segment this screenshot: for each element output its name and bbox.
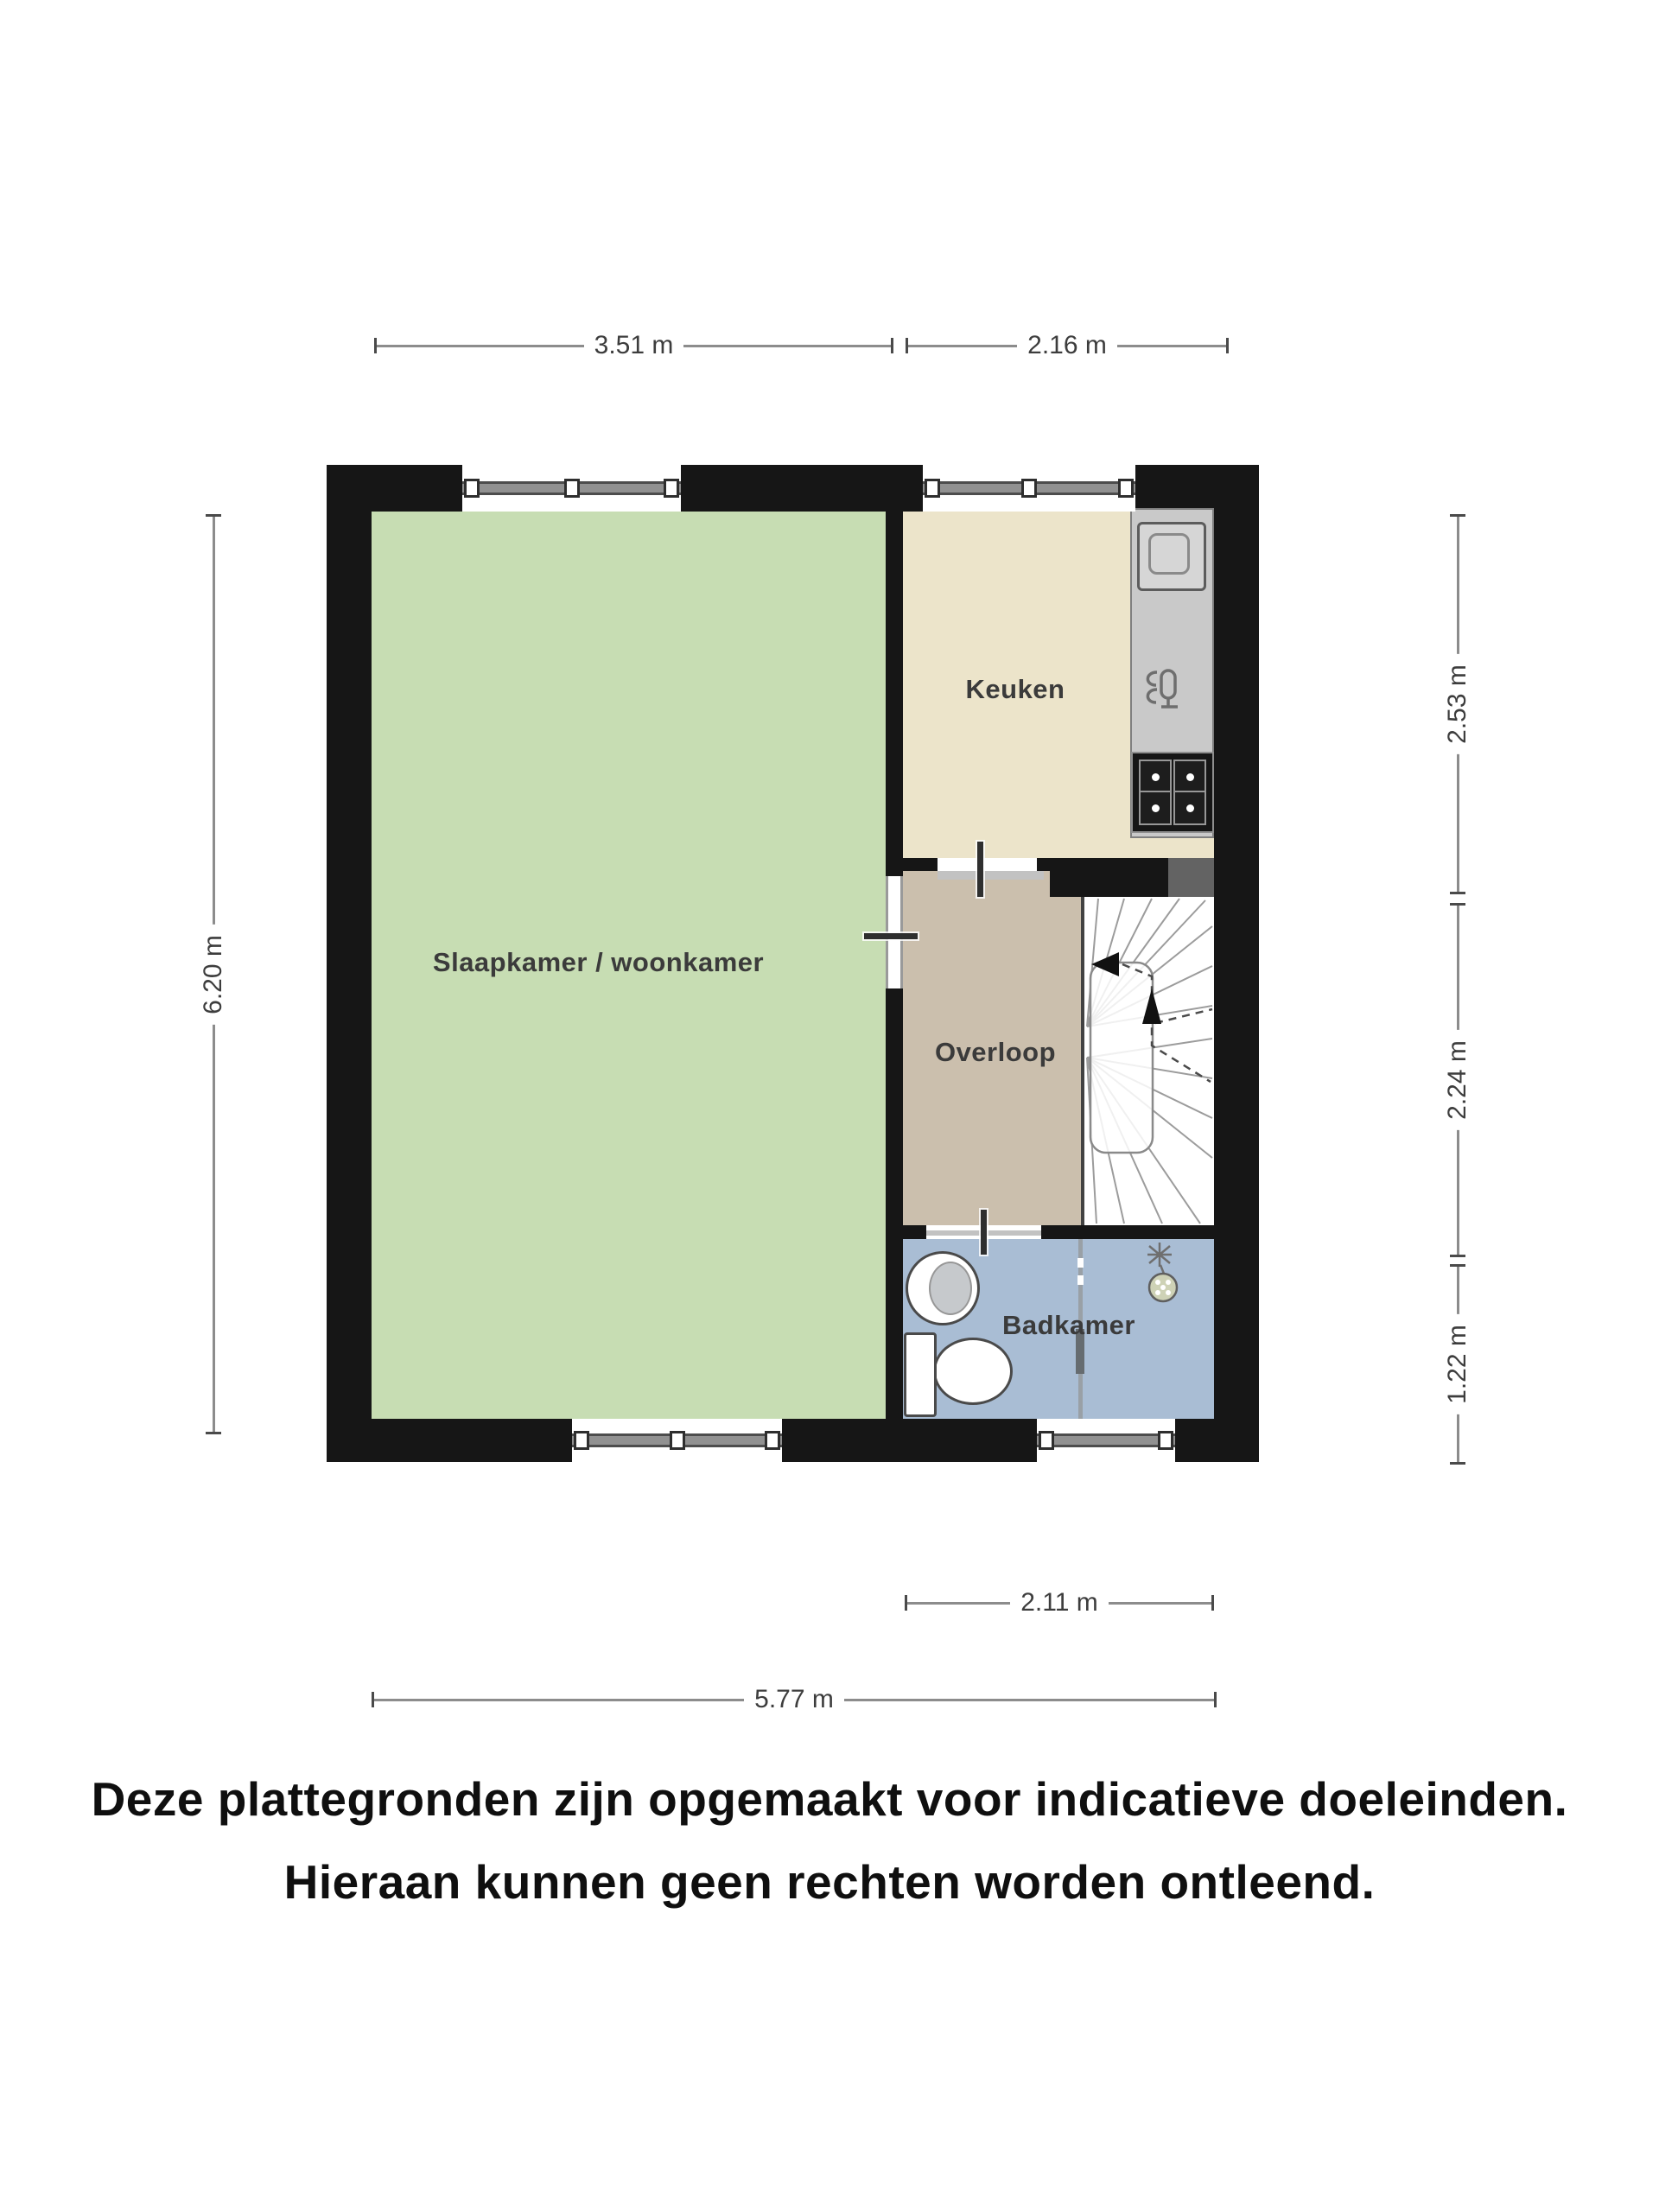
burner (1173, 760, 1206, 794)
room-label-bathroom: Badkamer (1002, 1310, 1135, 1340)
window-top-kitchen (923, 465, 1135, 512)
disclaimer-text (0, 1758, 1659, 1923)
window-glass (1037, 1433, 1175, 1447)
faucet-icon (1135, 664, 1188, 714)
window-bottom-bathroom (1037, 1419, 1175, 1462)
room-label-living: Slaapkamer / woonkamer (432, 947, 765, 977)
staircase (1084, 897, 1214, 1225)
dimension-right-bathroom: 1.22 m (1445, 1264, 1471, 1465)
dimension-top-kitchen: 2.16 m (906, 333, 1229, 359)
stove-icon (1131, 752, 1214, 833)
dimension-right-kitchen: 2.53 m (1445, 514, 1471, 894)
burner (1173, 791, 1206, 825)
kitchen-sink-icon (1137, 522, 1206, 591)
door-kitchen-leaf (977, 842, 983, 897)
window-bottom-living (572, 1419, 782, 1462)
shower-head-icon (1134, 1241, 1187, 1308)
duct-block (1168, 858, 1214, 897)
dimension-left-total: 6.20 m (200, 514, 226, 1434)
room-label-kitchen: Keuken (965, 674, 1065, 704)
burner (1139, 760, 1172, 794)
disclaimer-line-1: Deze plattegronden zijn opgemaakt voor indicatieve doeleinden. (91, 1772, 1568, 1826)
room-label-landing: Overloop (934, 1037, 1057, 1067)
burner (1139, 791, 1172, 825)
dimension-right-landing: 2.24 m (1445, 903, 1471, 1257)
door-kitchen-landing (938, 858, 1037, 871)
toilet-icon (933, 1338, 1013, 1405)
window-top-living (462, 465, 681, 512)
disclaimer-line-2: Hieraan kunnen geen rechten worden ontleend. (283, 1855, 1376, 1909)
door-living-landing (886, 876, 903, 988)
wall-right (1214, 465, 1259, 1462)
dimension-bottom-bathroom: 2.11 m (905, 1590, 1214, 1616)
wall-stair-head (1050, 858, 1168, 897)
door-living-leaf (864, 933, 918, 939)
dimension-top-living: 3.51 m (374, 333, 893, 359)
dimension-bottom-total: 5.77 m (372, 1687, 1217, 1713)
toilet-tank (904, 1332, 937, 1417)
door-kitchen-threshold (938, 871, 1044, 880)
door-bathroom-leaf (981, 1210, 987, 1255)
